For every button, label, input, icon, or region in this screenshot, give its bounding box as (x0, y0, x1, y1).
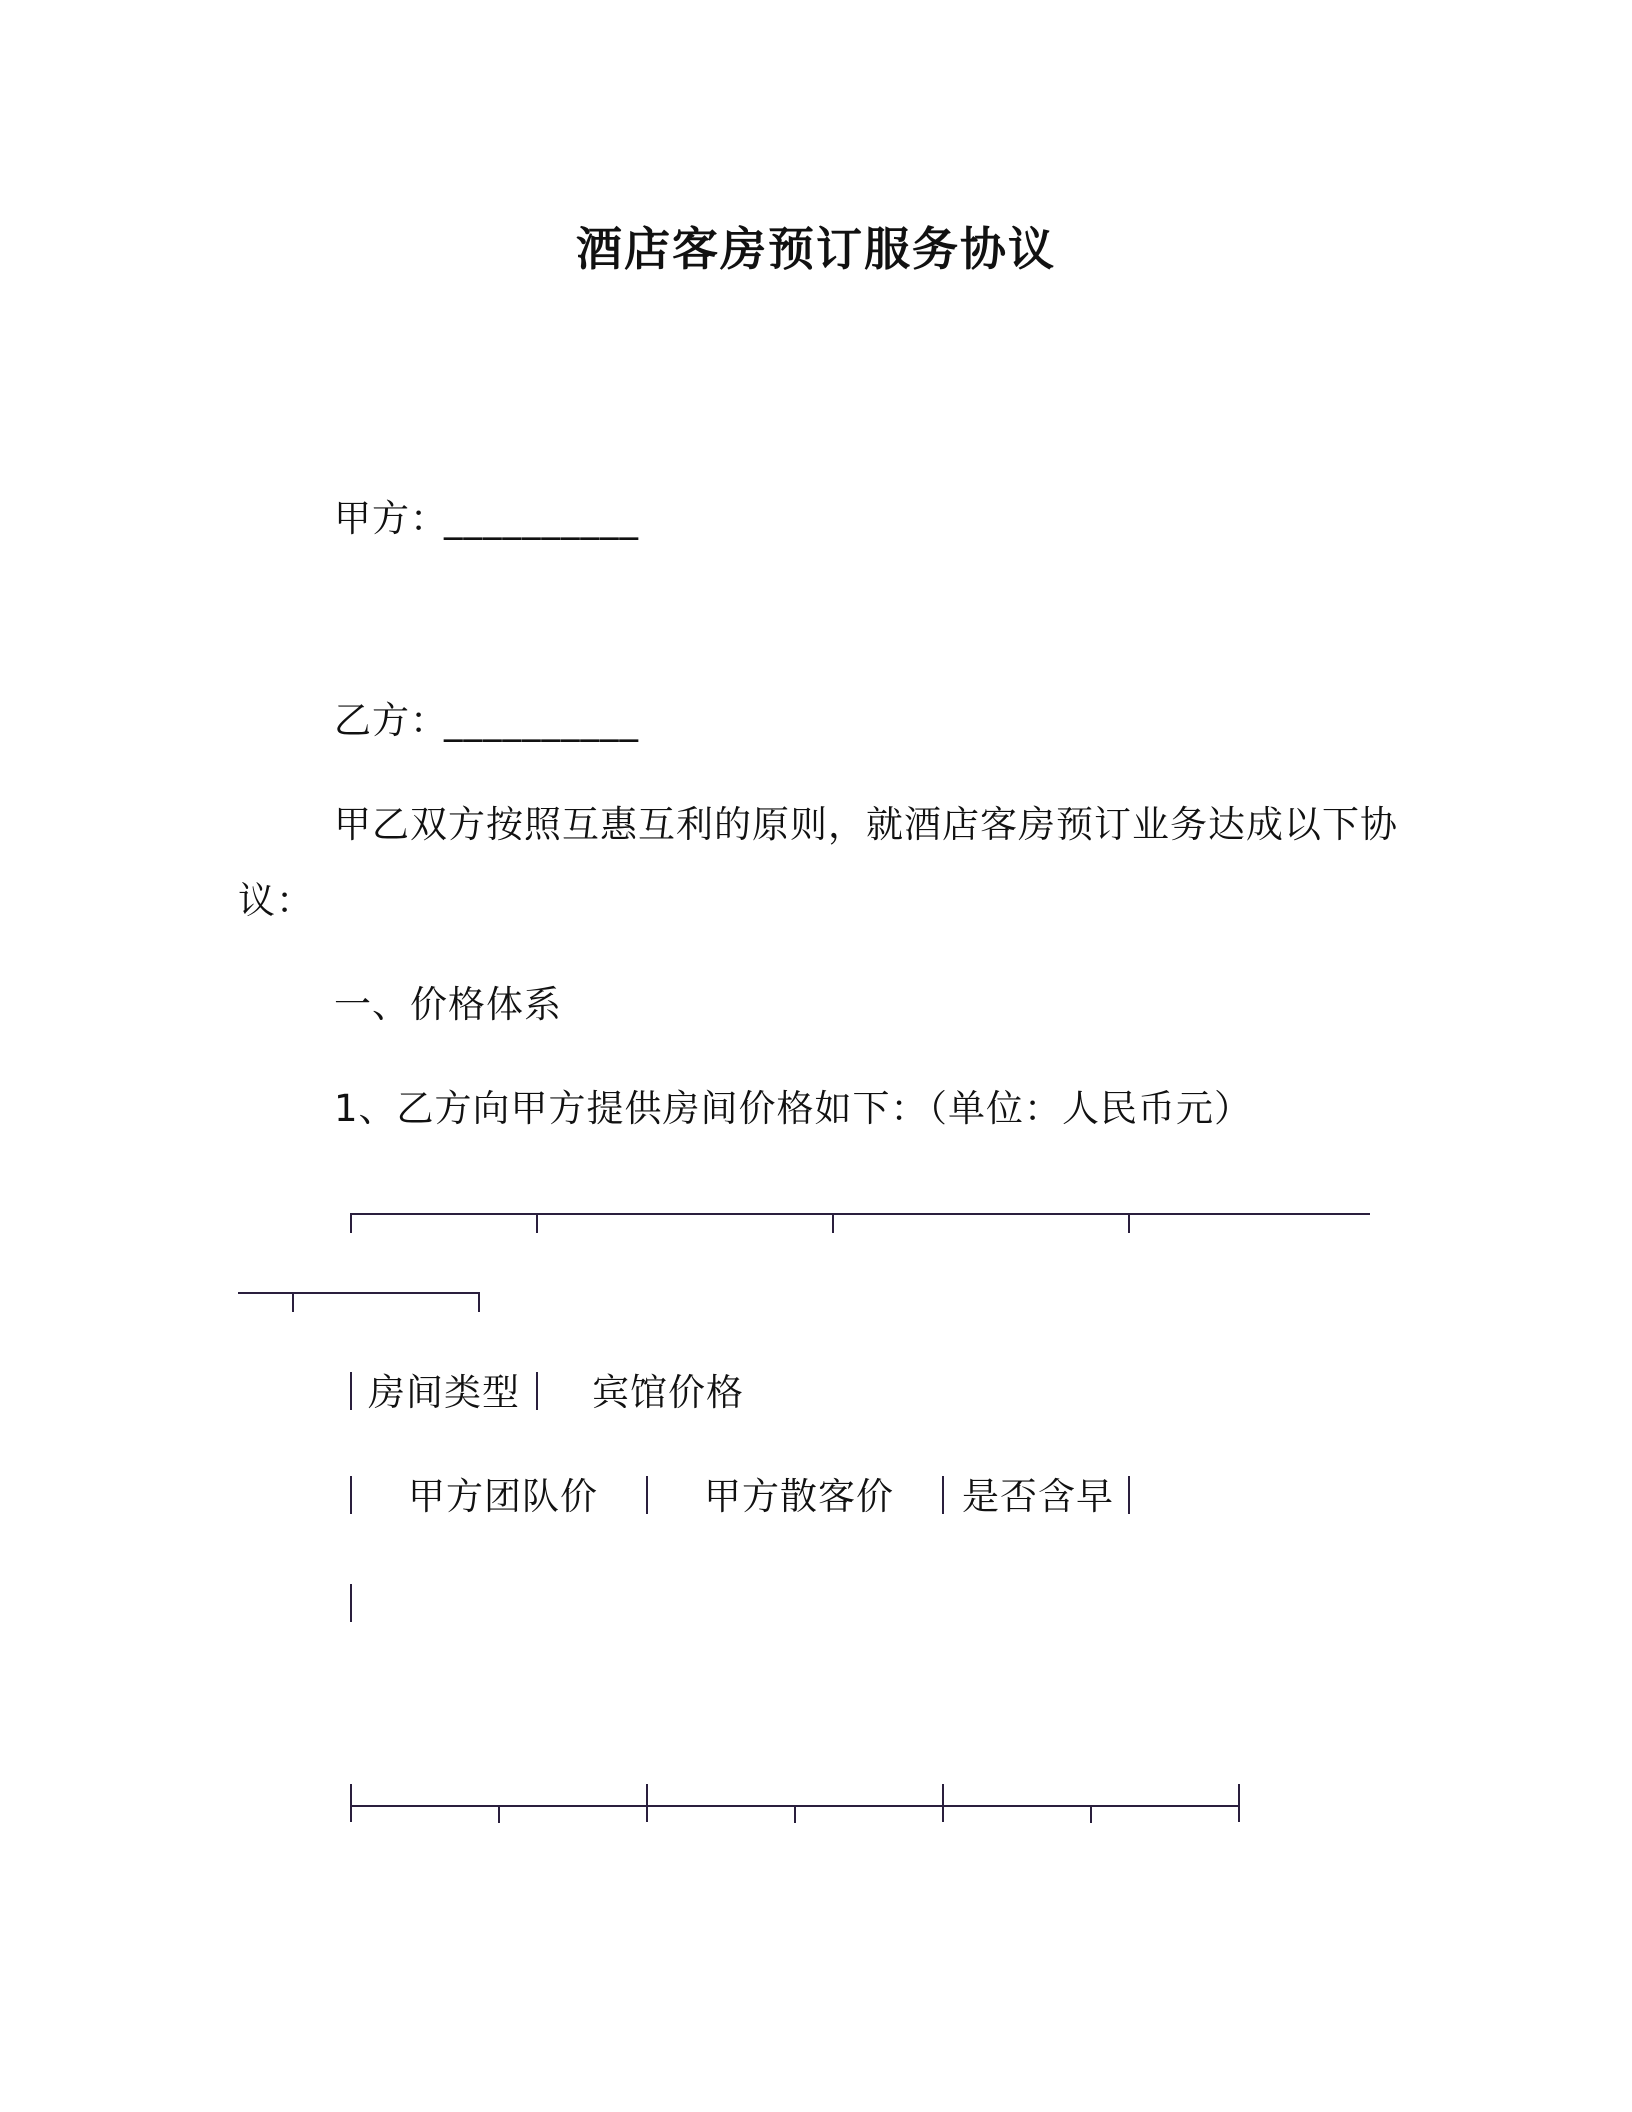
party-a-blank: __________ (444, 497, 639, 540)
table-cell-border (350, 1584, 352, 1622)
table-tick (1238, 1784, 1240, 1822)
table-border-wrap (238, 1292, 478, 1294)
table-cell-border (942, 1476, 944, 1514)
table-tick (498, 1805, 500, 1823)
table-cell-border (350, 1476, 352, 1514)
header-group-price: 甲方团队价 (408, 1475, 598, 1518)
header-room-type: 房间类型 (368, 1371, 520, 1414)
party-b-label: 乙方： (334, 699, 448, 742)
table-tick (536, 1213, 538, 1233)
table-tick (1090, 1805, 1092, 1823)
table-border-top (350, 1213, 1370, 1215)
intro-line-1: 甲乙双方按照互惠互利的原则，就酒店客房预订业务达成以下协 (334, 803, 1398, 846)
table-tick (794, 1805, 796, 1823)
header-individual-price: 甲方散客价 (704, 1475, 894, 1518)
table-cell-border (350, 1372, 352, 1410)
table-cell-border (1128, 1476, 1130, 1514)
table-tick (350, 1784, 352, 1822)
section-heading: 一、价格体系 (334, 983, 562, 1026)
document-title: 酒店客房预订服务协议 (576, 222, 1056, 276)
table-tick (832, 1213, 834, 1233)
table-tick (350, 1213, 352, 1233)
party-a-label: 甲方： (334, 497, 448, 540)
table-cell-border (536, 1372, 538, 1410)
header-hotel-price: 宾馆价格 (592, 1371, 744, 1414)
table-tick (646, 1784, 648, 1822)
table-tick (942, 1784, 944, 1822)
table-cell-border (646, 1476, 648, 1514)
table-tick (292, 1292, 294, 1312)
table-tick (478, 1292, 480, 1312)
party-b-blank: __________ (444, 699, 639, 742)
table-tick (1128, 1213, 1130, 1233)
price-item-1: 1、乙方向甲方提供房间价格如下：（单位：人民币元） (334, 1087, 1253, 1130)
intro-line-2: 议： (238, 879, 314, 922)
header-breakfast: 是否含早 (962, 1475, 1114, 1518)
